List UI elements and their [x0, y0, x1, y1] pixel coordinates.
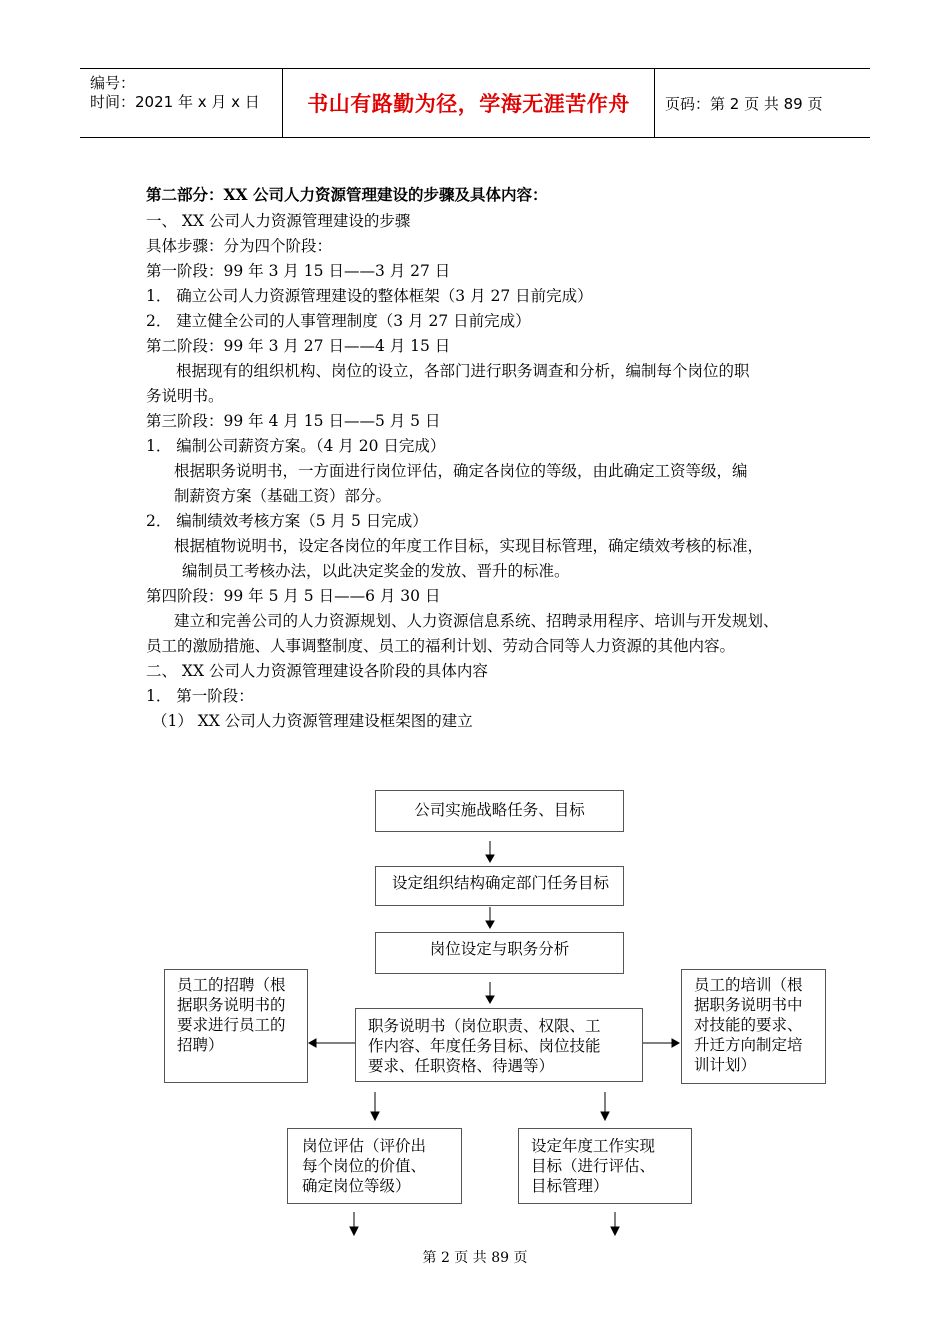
paragraph-line: 具体步骤：分为四个阶段：	[146, 237, 333, 255]
arrow-head	[486, 855, 494, 862]
section-title: 第二部分：XX 公司人力资源管理建设的步骤及具体内容：	[146, 185, 548, 204]
page-info: 页码：第 2 页 共 89 页	[665, 95, 823, 113]
flow-box-label: 升迁方向制定培	[694, 1036, 803, 1054]
paragraph-line: 根据职务说明书，一方面进行岗位评估，确定各岗位的等级，由此确定工资等级，编	[174, 462, 748, 480]
arrow-head	[611, 1227, 619, 1235]
flow-box-label: 公司实施战略任务、目标	[414, 801, 585, 819]
arrow-head	[371, 1112, 379, 1120]
paragraph-line: 编制员工考核办法，以此决定奖金的发放、晋升的标准。	[182, 562, 570, 580]
flow-box-label: 岗位设定与职务分析	[429, 940, 570, 958]
paragraph-line: 1． 确立公司人力资源管理建设的整体框架（3 月 27 日前完成）	[146, 287, 593, 305]
paragraph-line: （1） XX 公司人力资源管理建设框架图的建立	[152, 712, 473, 730]
flow-box-label: 据职务说明书中	[694, 996, 803, 1014]
paragraph-line: 第二阶段：99 年 3 月 27 日——4 月 15 日	[146, 337, 451, 355]
flow-box-label: 作内容、年度任务目标、岗位技能	[368, 1037, 601, 1055]
flow-box-label: 职务说明书（岗位职责、权限、工	[368, 1017, 601, 1035]
paragraph-line: 一、 XX 公司人力资源管理建设的步骤	[146, 212, 411, 230]
paragraph-line: 二、 XX 公司人力资源管理建设各阶段的具体内容	[146, 662, 488, 680]
page-footer: 第 2 页 共 89 页	[422, 1250, 528, 1266]
arrow-head	[601, 1112, 609, 1120]
flow-box-label: 目标管理）	[531, 1177, 609, 1195]
flow-box-label: 目标（进行评估、	[531, 1157, 656, 1175]
flow-box-label: 岗位评估（评价出	[302, 1137, 427, 1155]
paragraph-line: 制薪资方案（基础工资）部分。	[174, 487, 392, 505]
flow-box-label: 每个岗位的价值、	[302, 1157, 427, 1175]
flow-box-label: 训计划）	[694, 1056, 757, 1074]
flow-box-label: 设定年度工作实现	[531, 1137, 656, 1155]
flow-box-label: 要求、任职资格、待遇等）	[368, 1057, 555, 1075]
paragraph-line: 2． 建立健全公司的人事管理制度（3 月 27 日前完成）	[146, 312, 531, 330]
paragraph-line: 1． 第一阶段：	[146, 687, 254, 705]
flow-box-label: 招聘）	[177, 1036, 224, 1054]
paragraph-line: 第三阶段：99 年 4 月 15 日——5 月 5 日	[146, 412, 441, 430]
time-label: 时间：2021 年 x 月 x 日	[90, 93, 260, 111]
paragraph-line: 根据植物说明书，设定各岗位的年度工作目标，实现目标管理，确定绩效考核的标准，	[174, 537, 764, 555]
flow-box-label: 对技能的要求、	[694, 1016, 803, 1034]
flow-box-label: 要求进行员工的	[177, 1016, 286, 1034]
number-label: 编号：	[90, 74, 136, 92]
arrow-head	[672, 1039, 679, 1047]
header-motto: 书山有路勤为径，学海无涯苦作舟	[307, 92, 630, 116]
flow-box-label: 员工的培训（根	[694, 976, 803, 994]
arrow-head	[486, 921, 494, 928]
paragraph-line: 务说明书。	[146, 387, 224, 405]
paragraph-line: 第一阶段：99 年 3 月 15 日——3 月 27 日	[146, 262, 451, 280]
arrow-head	[350, 1227, 358, 1235]
paragraph-line: 建立和完善公司的人力资源规划、人力资源信息系统、招聘录用程序、培训与开发规划、	[174, 612, 779, 630]
paragraph-line: 根据现有的组织机构、岗位的设立，各部门进行职务调查和分析，编制每个岗位的职	[176, 362, 750, 380]
paragraph-line: 员工的激励措施、人事调整制度、员工的福利计划、劳动合同等人力资源的其他内容。	[146, 637, 736, 655]
flow-box-label: 员工的招聘（根	[177, 976, 286, 994]
paragraph-line: 1． 编制公司薪资方案。（4 月 20 日完成）	[146, 437, 446, 455]
paragraph-line: 第四阶段：99 年 5 月 5 日——6 月 30 日	[146, 587, 441, 605]
flow-box-label: 设定组织结构确定部门任务目标	[392, 874, 610, 892]
arrow-head	[309, 1039, 316, 1047]
arrow-head	[486, 996, 494, 1003]
flow-box-label: 确定岗位等级）	[302, 1177, 411, 1195]
flow-box-label: 据职务说明书的	[177, 996, 286, 1014]
paragraph-line: 2． 编制绩效考核方案（5 月 5 日完成）	[146, 512, 428, 530]
